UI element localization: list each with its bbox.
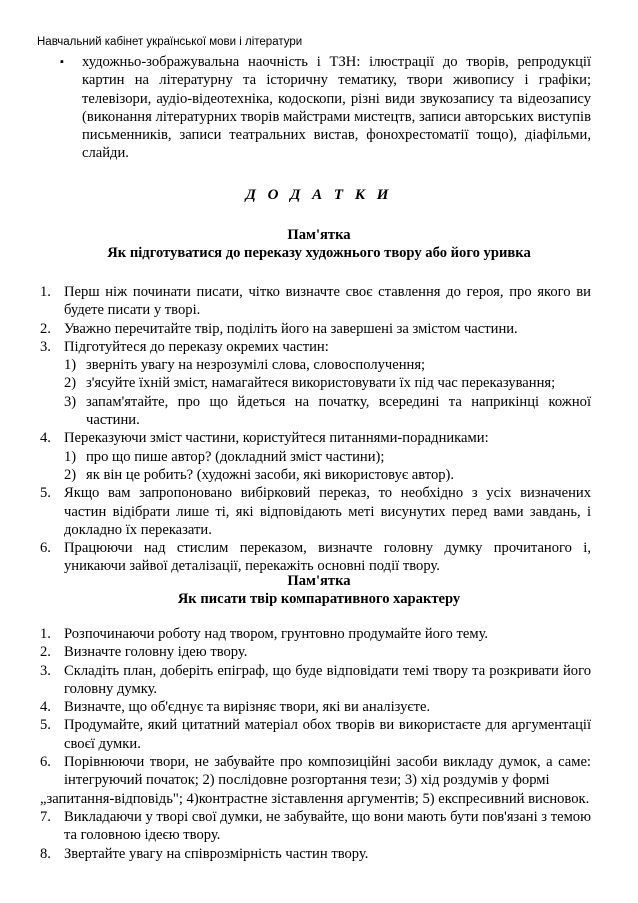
sub-item-text: як він це робить? (художні засоби, які використовує автор). [86,466,455,483]
list-item [40,662,591,699]
item-text: Розпочинаючи роботу над твором, грунтовно продумайте його тему. [64,626,489,642]
list-item [40,625,591,643]
item-number: 4. [40,430,51,447]
sub-item [40,374,591,392]
item-number: 8. [40,845,51,862]
item-number: 5. [40,485,51,502]
sub-item [40,448,591,466]
item-text: Продумайте, який цитатний матеріал обох творів ви використаєте для аргументації своєї думки. [64,717,591,752]
sub-item [40,466,591,484]
sub-item-text: з'ясуйте їхній зміст, намагайтеся використовувати їх під час переказування; [86,375,556,392]
list-item [40,716,591,753]
list-item-continuation [40,790,591,808]
sub-item-number: 1) [64,448,77,465]
appendix-title: Д О Д А Т К И [245,187,393,203]
item-text: Визначте головну ідею твору. [64,644,248,661]
item-number: 1. [40,626,51,642]
item-text-continuation: „запитання-відповідь"; 4)контрастне зіставлення аргументів; 5) експресивний висновок. [40,790,590,807]
item-number: 3. [40,662,51,679]
list-item [40,338,591,356]
sub-item-number: 1) [64,357,77,374]
item-number: 2. [40,644,51,661]
memo2-list [40,625,591,863]
memo1-title: Як підготуватися до переказу художнього твору або його уривка [107,245,531,261]
item-text: Складіть план, доберіть епіграф, що буде відповідати темі твору та розкривати його головну думку. [64,662,591,697]
sub-item [40,356,591,374]
item-text: Працюючи над стислим переказом, визначте головну думку прочитаного і, уникаючи зайвої деталізації, перекажіть основні події твору. [64,540,591,575]
item-number: 3. [40,338,51,355]
list-item [40,845,591,863]
memo2-title: Як писати твір компаративного характеру [177,591,461,607]
item-text: Звертайте увагу на співрозмірність частин твору. [64,845,369,862]
sub-item-text: зверніть увагу на незрозумілі слова, словосполучення; [86,357,426,374]
list-item [40,698,591,716]
list-item [40,539,591,576]
list-item [40,429,591,447]
square-bullet-icon: ▪ [60,56,64,68]
list-item [40,484,591,539]
list-item [40,753,591,790]
item-text: Викладаючи у творі свої думки, не забувайте, що вони мають бути пов'язані з темою та головною ідеєю твору. [64,808,591,844]
memo2-label: Пам'ятка [287,573,351,589]
item-text: Підготуйтеся до переказу окремих частин: [64,338,329,355]
item-number: 4. [40,699,51,716]
sub-item-number: 2) [64,375,77,392]
list-item [40,808,591,845]
list-item [40,283,591,320]
item-text: Якщо вам запропоновано вибірковий переказ, то необхідно з усіх визначених частин відібрати лише ті, які відповідають меті висунутих перед вами завдань, і докладно їх переказати. [64,485,591,538]
item-text: Визначте, що об'єднує та вирізняє твори, які ви аналізуєте. [64,699,431,716]
bullet-text: художньо-зображувальна наочність і ТЗН: ілюстрації до творів, репродукції картин на літературну та історичну тематику, твори живопису і графіки; телевізори, аудіо-відеотехніка, кодоскопи, різні види звукозапису та відеозапису (виконання літературних творів майстрами мистецтв, записи авторських виступів письменників, записи театральних вистав, фонохрестоматії тощо), діафільми, слайди. [82,54,591,162]
bullet-item [60,53,591,163]
sub-item-text: запам'ятайте, про що йдеться на початку, всередині та наприкінці кожної частини. [86,393,591,429]
list-item [40,320,591,338]
sub-item-number: 2) [64,466,77,483]
item-text: Переказуючи зміст частини, користуйтеся питаннями-порадниками: [64,430,489,447]
item-number: 6. [40,754,51,771]
item-text: Перш ніж починати писати, чітко визначте своє ставлення до героя, про якого ви будете писати у творі. [64,284,591,319]
item-text: Уважно перечитайте твір, поділіть його на завершені за змістом частини. [64,320,518,337]
memo1-label: Пам'ятка [287,227,351,243]
item-number: 6. [40,540,51,557]
item-text: Порівнюючи твори, не забувайте про композиційні засоби викладу думок, а саме: інтегруючий початок; 2) послідовне розгортання тези; 3) хід роздумів у формі [64,754,591,789]
page-header: Навчальний кабінет української мови і літератури [37,36,303,48]
item-number: 7. [40,808,51,825]
sub-item-text: про що пише автор? (докладний зміст частини); [86,448,385,465]
item-number: 2. [40,320,51,337]
memo1-list [40,283,591,576]
list-item [40,643,591,661]
item-number: 1. [40,284,51,300]
item-number: 5. [40,717,51,734]
sub-item-number: 3) [64,393,77,410]
sub-item [40,393,591,430]
